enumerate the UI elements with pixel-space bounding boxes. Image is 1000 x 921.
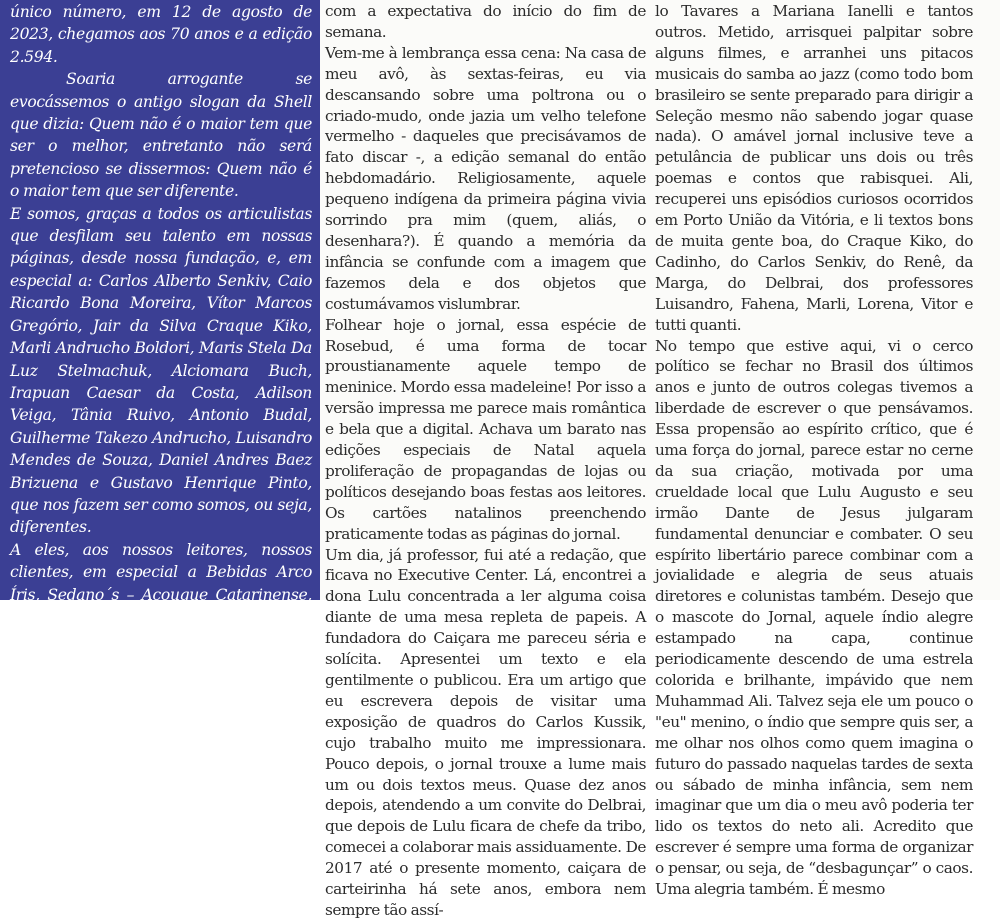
sidebar-paragraph: A eles, aos nossos leitores, nossos clientes, em especial a Bebidas Arco Íris, Sedano´s – Açougue Catarinense, Ugv – Centro Universitário, X Burguer Restaurante, Farofa Fina Restaurante e Café, A. A Contabilidade, Casa dos Óculos, Fernanda Passos Optometrista, Prefeitura Municipal de [10,540,312,716]
article-paragraph: Um dia, já professor, fui até a redação, que ficava no Executive Center. Lá, encontrei a dona Lulu concentrada a ler alguma coisa diante de uma mesa repleta de papeis. A fundadora do Caiçara me pareceu séria e solícita. Apresentei um texto e ela gentilmente o publicou. Era um artigo que eu escrevera depois de visitar uma exposição de quadros do Carlos Kussik, cujo trabalho muito me impressionara. Pouco depois, o jornal trouxe a lume mais um ou dois textos meus. Quase dez anos depois, atendendo a um convite do Delbrai, que depois de Lulu ficara de chefe da tribo, comecei a colaborar mais assiduamente. De 2017 até o presente momento, caiçara de carteirinha há sete anos, embora nem sempre tão assí- [325,545,646,919]
article-paragraph: com a expectativa do início do fim de semana. [325,2,646,41]
sidebar-paragraph: Soaria arrogante se evocássemos o antigo slogan da Shell que dizia: Quem não é o maior tem que ser o melhor, entretanto não será pretencioso se dissermos: Quem não é o maior tem que ser diferente. [10,70,312,201]
article-paragraph: Folhear hoje o jornal, essa espécie de Rosebud, é uma forma de tocar proustianamente aquele tempo de meninice. Mordo essa madeleine! Por isso a versão impressa me parece mais romântica e bela que a digital. Achava um barato nas edições especiais de Natal aquela proliferação de propagandas de lojas ou políticos desejando boas festas aos leitores. Os cartões natalinos preenchendo praticamente todas as páginas do jornal. [325,315,646,543]
article-column-middle [325,0,646,919]
sidebar-paragraph: E somos, graças a todos os articulistas que desfilam seu talento em nossas páginas, desde nossa fundação, e, em especial a: Carlos Alberto Senkiv, Caio Ricardo Bona Moreira, Vítor Marcos Gregório, Jair da Silva Craque Kiko, Marli Andrucho Boldori, Maris Stela Da Luz Stelmachuk, Alciomara Buch, Irapuan Caesar da Costa, Adilson Veiga, Tânia Ruivo, Antonio Budal, Guilherme Takezo Andrucho, Luisandro Mendes de Souza, Daniel Andres Baez Brizuena e Gustavo Henrique Pinto, que nos fazem ser como somos, ou seja, diferentes. [10,204,312,537]
acknowledgements-box [0,0,320,716]
article-paragraph: No tempo que estive aqui, vi o cerco político se fechar no Brasil dos últimos anos e junto de outros colegas tivemos a liberdade de escrever o que pensávamos. Essa propensão ao espírito crítico, que é uma força do jornal, parece estar no cerne da sua criação, motivada por uma crueldade local que Lulu Augusto e seu irmão Dante de Jesus julgaram fundamental denunciar e combater. O seu espírito libertário parece combinar com a jovialidade e alegria de seus atuais diretores e colunistas também. Desejo que o mascote do Jornal, aquele índio alegre estampado na capa, continue periodicamente descendo de uma estrela colorida e brilhante, impávido que nem Muhammad Ali. Talvez seja ele um pouco o "eu" menino, o índio que sempre quis ser, a me olhar nos olhos como quem imagina o futuro do passado naquelas tardes de sexta ou sábado de minha infância, sem nem imaginar que um dia o meu avô poderia ter lido os textos do neto ali. Acredito que escrever é sempre uma forma de organizar o pensar, ou seja, de “desbagunçar” o caos. Uma alegria também. É mesmo [655,336,973,899]
article-column-right [655,0,973,899]
article-paragraph: Vem-me à lembrança essa cena: Na casa de meu avô, às sextas-feiras, eu via descansando sobre uma poltrona ou o criado-mudo, onde jazia um velho telefone vermelho - daqueles que precisávamos de fato discar -, a edição semanal do então hebdomadário. Religiosamente, aquele pequeno indígena da primeira página vivia sorrindo pra mim (quem, aliás, o desenhara?). É quando a memória da infância se confunde com a imagem que fazemos dela e dos objetos que costumávamos vislumbrar. [325,43,646,313]
sidebar-paragraph: único número, em 12 de agosto de 2023, chegamos aos 70 anos e a edição 2.594. [10,3,312,66]
article-paragraph: lo Tavares a Mariana Ianelli e tantos outros. Metido, arrisquei palpitar sobre alguns filmes, e arranhei uns pitacos musicais do samba ao jazz (como todo bom brasileiro se sente preparado para dirigir a Seleção mesmo não sabendo jogar quase nada). O amável jornal inclusive teve a petulância de publicar uns dois ou três poemas e contos que rabisquei. Ali, recuperei uns episódios curiosos ocorridos em Porto União da Vitória, e li textos bons de muita gente boa, do Craque Kiko, do Cadinho, do Carlos Senkiv, do Renê, da Marga, do Delbrai, dos professores Luisandro, Fahena, Marli, Lorena, Vitor e tutti quanti. [655,2,973,334]
